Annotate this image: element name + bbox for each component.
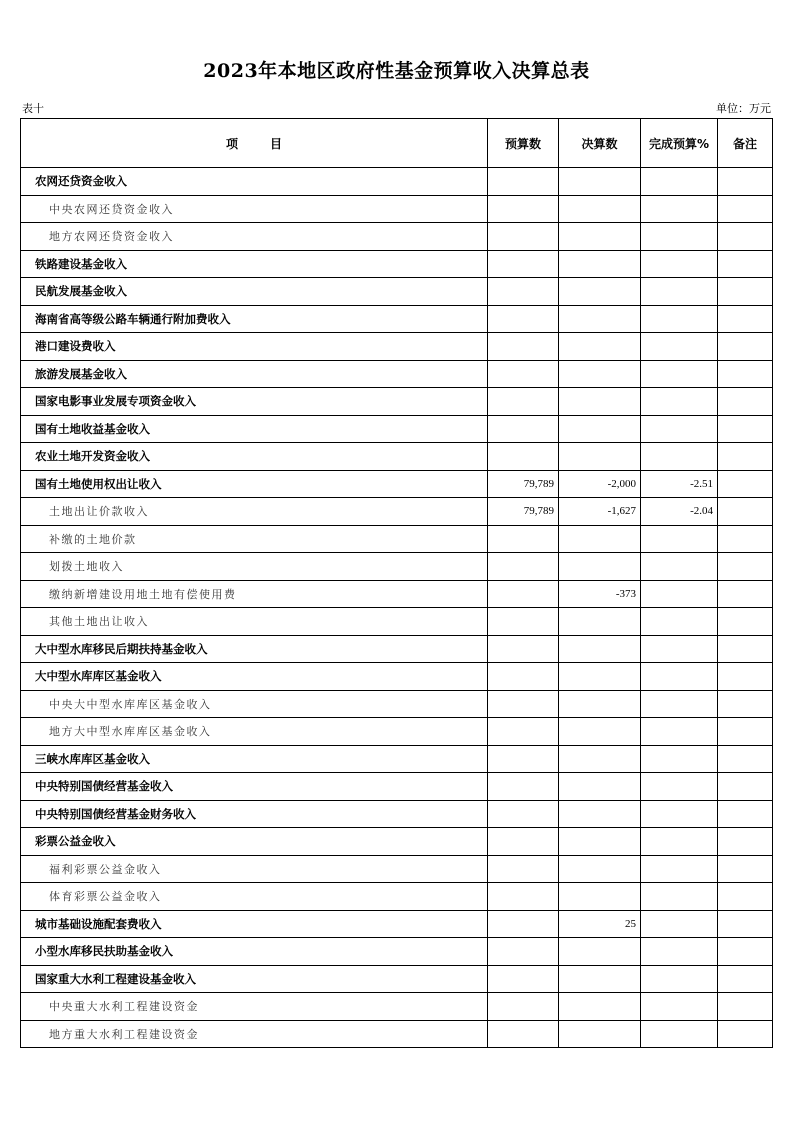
row-final-value <box>559 443 641 471</box>
row-final-value <box>559 333 641 361</box>
row-ratio-value <box>641 608 718 636</box>
row-ratio-value <box>641 800 718 828</box>
table-row <box>21 773 773 801</box>
table-row <box>21 828 773 856</box>
row-item-name: 大中型水库库区基金收入 <box>21 663 488 691</box>
row-ratio-value <box>641 773 718 801</box>
table-row <box>21 1020 773 1048</box>
row-ratio-value <box>641 663 718 691</box>
row-ratio-value <box>641 965 718 993</box>
revenue-table <box>20 118 773 1048</box>
row-final-value <box>559 168 641 196</box>
row-item-name: 补缴的土地价款 <box>21 525 488 553</box>
row-final-value <box>559 608 641 636</box>
row-note <box>718 855 773 883</box>
table-row <box>21 855 773 883</box>
page-title: 2023年本地区政府性基金预算收入决算总表 <box>203 60 590 82</box>
row-note <box>718 360 773 388</box>
row-budget-value <box>488 773 559 801</box>
row-budget-value <box>488 745 559 773</box>
row-note <box>718 443 773 471</box>
table-row <box>21 580 773 608</box>
row-ratio-value <box>641 910 718 938</box>
table-row <box>21 470 773 498</box>
row-budget-value <box>488 333 559 361</box>
table-row <box>21 635 773 663</box>
row-budget-value <box>488 223 559 251</box>
row-final-value <box>559 745 641 773</box>
row-budget-value <box>488 938 559 966</box>
row-budget-value <box>488 278 559 306</box>
row-item-name: 小型水库移民扶助基金收入 <box>21 938 488 966</box>
row-budget-value <box>488 663 559 691</box>
row-note <box>718 580 773 608</box>
row-note <box>718 745 773 773</box>
table-row <box>21 443 773 471</box>
row-ratio-value <box>641 993 718 1021</box>
row-note <box>718 525 773 553</box>
row-final-value <box>559 718 641 746</box>
row-item-name: 中央大中型水库库区基金收入 <box>21 690 488 718</box>
row-final-value: 25 <box>559 910 641 938</box>
row-ratio-value <box>641 360 718 388</box>
row-ratio-value <box>641 1020 718 1048</box>
row-ratio-value <box>641 223 718 251</box>
table-row <box>21 333 773 361</box>
row-budget-value <box>488 855 559 883</box>
table-row <box>21 525 773 553</box>
row-budget-value <box>488 635 559 663</box>
row-item-name: 体育彩票公益金收入 <box>21 883 488 911</box>
row-final-value <box>559 993 641 1021</box>
row-budget-value <box>488 388 559 416</box>
row-ratio-value <box>641 168 718 196</box>
row-item-name: 三峡水库库区基金收入 <box>21 745 488 773</box>
row-final-value <box>559 800 641 828</box>
row-budget-value <box>488 360 559 388</box>
table-row <box>21 553 773 581</box>
row-item-name: 农业土地开发资金收入 <box>21 443 488 471</box>
row-item-name: 划拨土地收入 <box>21 553 488 581</box>
column-header-item-b: 目 <box>270 136 283 151</box>
table-row <box>21 305 773 333</box>
row-ratio-value <box>641 278 718 306</box>
row-note <box>718 278 773 306</box>
row-item-name: 大中型水库移民后期扶持基金收入 <box>21 635 488 663</box>
row-note <box>718 635 773 663</box>
row-item-name: 海南省高等级公路车辆通行附加费收入 <box>21 305 488 333</box>
row-ratio-value <box>641 553 718 581</box>
row-final-value <box>559 195 641 223</box>
row-note <box>718 800 773 828</box>
row-note <box>718 195 773 223</box>
table-row <box>21 415 773 443</box>
row-final-value <box>559 525 641 553</box>
table-header-row <box>21 119 773 168</box>
row-ratio-value <box>641 745 718 773</box>
row-ratio-value <box>641 525 718 553</box>
table-row <box>21 883 773 911</box>
row-ratio-value <box>641 828 718 856</box>
row-budget-value <box>488 415 559 443</box>
table-row <box>21 195 773 223</box>
row-budget-value <box>488 525 559 553</box>
row-budget-value <box>488 965 559 993</box>
row-final-value: -2,000 <box>559 470 641 498</box>
row-note <box>718 938 773 966</box>
row-note <box>718 690 773 718</box>
row-note <box>718 470 773 498</box>
row-final-value <box>559 635 641 663</box>
row-item-name: 中央重大水利工程建设资金 <box>21 993 488 1021</box>
row-final-value <box>559 965 641 993</box>
table-row <box>21 223 773 251</box>
column-header-item <box>21 119 488 168</box>
row-ratio-value <box>641 855 718 883</box>
row-ratio-value: -2.51 <box>641 470 718 498</box>
column-header-budget: 预算数 <box>488 119 559 168</box>
row-budget-value: 79,789 <box>488 498 559 526</box>
row-final-value <box>559 855 641 883</box>
row-final-value <box>559 278 641 306</box>
row-item-name: 国家电影事业发展专项资金收入 <box>21 388 488 416</box>
row-final-value <box>559 938 641 966</box>
row-item-name: 土地出让价款收入 <box>21 498 488 526</box>
row-note <box>718 388 773 416</box>
row-note <box>718 883 773 911</box>
row-note <box>718 223 773 251</box>
table-row <box>21 965 773 993</box>
row-ratio-value <box>641 718 718 746</box>
row-ratio-value <box>641 305 718 333</box>
row-budget-value <box>488 195 559 223</box>
row-item-name: 其他土地出让收入 <box>21 608 488 636</box>
row-ratio-value: -2.04 <box>641 498 718 526</box>
row-budget-value <box>488 993 559 1021</box>
row-final-value <box>559 828 641 856</box>
row-ratio-value <box>641 388 718 416</box>
row-note <box>718 1020 773 1048</box>
row-note <box>718 663 773 691</box>
row-note <box>718 553 773 581</box>
table-number: 表十 <box>22 102 44 115</box>
row-item-name: 福利彩票公益金收入 <box>21 855 488 883</box>
row-ratio-value <box>641 690 718 718</box>
row-budget-value <box>488 828 559 856</box>
row-item-name: 地方农网还贷资金收入 <box>21 223 488 251</box>
row-item-name: 中央特别国债经营基金收入 <box>21 773 488 801</box>
row-note <box>718 910 773 938</box>
row-item-name: 中央农网还贷资金收入 <box>21 195 488 223</box>
row-item-name: 地方大中型水库库区基金收入 <box>21 718 488 746</box>
row-note <box>718 168 773 196</box>
row-item-name: 农网还贷资金收入 <box>21 168 488 196</box>
row-item-name: 地方重大水利工程建设资金 <box>21 1020 488 1048</box>
table-row <box>21 663 773 691</box>
row-final-value <box>559 553 641 581</box>
row-final-value <box>559 663 641 691</box>
row-budget-value <box>488 250 559 278</box>
row-budget-value <box>488 718 559 746</box>
row-ratio-value <box>641 195 718 223</box>
row-final-value <box>559 773 641 801</box>
row-note <box>718 305 773 333</box>
row-final-value <box>559 1020 641 1048</box>
row-budget-value: 79,789 <box>488 470 559 498</box>
table-row <box>21 938 773 966</box>
row-note <box>718 250 773 278</box>
row-budget-value <box>488 800 559 828</box>
table-row <box>21 278 773 306</box>
row-item-name: 旅游发展基金收入 <box>21 360 488 388</box>
table-row <box>21 993 773 1021</box>
table-row <box>21 910 773 938</box>
row-final-value: -1,627 <box>559 498 641 526</box>
row-final-value <box>559 305 641 333</box>
row-budget-value <box>488 608 559 636</box>
row-final-value <box>559 360 641 388</box>
row-item-name: 彩票公益金收入 <box>21 828 488 856</box>
column-header-note: 备注 <box>718 119 773 168</box>
row-item-name: 城市基础设施配套费收入 <box>21 910 488 938</box>
row-ratio-value <box>641 580 718 608</box>
table-row <box>21 360 773 388</box>
row-note <box>718 415 773 443</box>
row-ratio-value <box>641 443 718 471</box>
row-final-value <box>559 883 641 911</box>
row-note <box>718 498 773 526</box>
row-final-value <box>559 690 641 718</box>
table-row <box>21 745 773 773</box>
row-budget-value <box>488 883 559 911</box>
table-row <box>21 690 773 718</box>
table-row <box>21 608 773 636</box>
row-item-name: 铁路建设基金收入 <box>21 250 488 278</box>
row-ratio-value <box>641 415 718 443</box>
row-budget-value <box>488 910 559 938</box>
row-note <box>718 828 773 856</box>
row-note <box>718 993 773 1021</box>
row-note <box>718 773 773 801</box>
row-item-name: 国家重大水利工程建设基金收入 <box>21 965 488 993</box>
row-note <box>718 718 773 746</box>
table-row <box>21 498 773 526</box>
row-final-value <box>559 388 641 416</box>
table-row <box>21 718 773 746</box>
row-budget-value <box>488 305 559 333</box>
row-final-value <box>559 250 641 278</box>
table-body <box>21 168 773 1048</box>
table-row <box>21 800 773 828</box>
row-ratio-value <box>641 883 718 911</box>
table-row <box>21 168 773 196</box>
row-final-value <box>559 223 641 251</box>
row-item-name: 中央特别国债经营基金财务收入 <box>21 800 488 828</box>
row-budget-value <box>488 580 559 608</box>
unit-label: 单位：万元 <box>716 102 771 115</box>
row-ratio-value <box>641 635 718 663</box>
table-row <box>21 388 773 416</box>
row-final-value: -373 <box>559 580 641 608</box>
row-final-value <box>559 415 641 443</box>
row-ratio-value <box>641 938 718 966</box>
row-item-name: 港口建设费收入 <box>21 333 488 361</box>
row-ratio-value <box>641 250 718 278</box>
row-item-name: 缴纳新增建设用地土地有偿使用费 <box>21 580 488 608</box>
column-header-item-a: 项 <box>225 136 238 151</box>
column-header-final: 决算数 <box>559 119 641 168</box>
row-note <box>718 965 773 993</box>
row-note <box>718 608 773 636</box>
row-note <box>718 333 773 361</box>
column-header-ratio: 完成预算% <box>641 119 718 168</box>
row-item-name: 国有土地收益基金收入 <box>21 415 488 443</box>
row-budget-value <box>488 168 559 196</box>
row-budget-value <box>488 553 559 581</box>
row-budget-value <box>488 443 559 471</box>
row-budget-value <box>488 690 559 718</box>
row-item-name: 国有土地使用权出让收入 <box>21 470 488 498</box>
table-row <box>21 250 773 278</box>
row-budget-value <box>488 1020 559 1048</box>
row-item-name: 民航发展基金收入 <box>21 278 488 306</box>
row-ratio-value <box>641 333 718 361</box>
